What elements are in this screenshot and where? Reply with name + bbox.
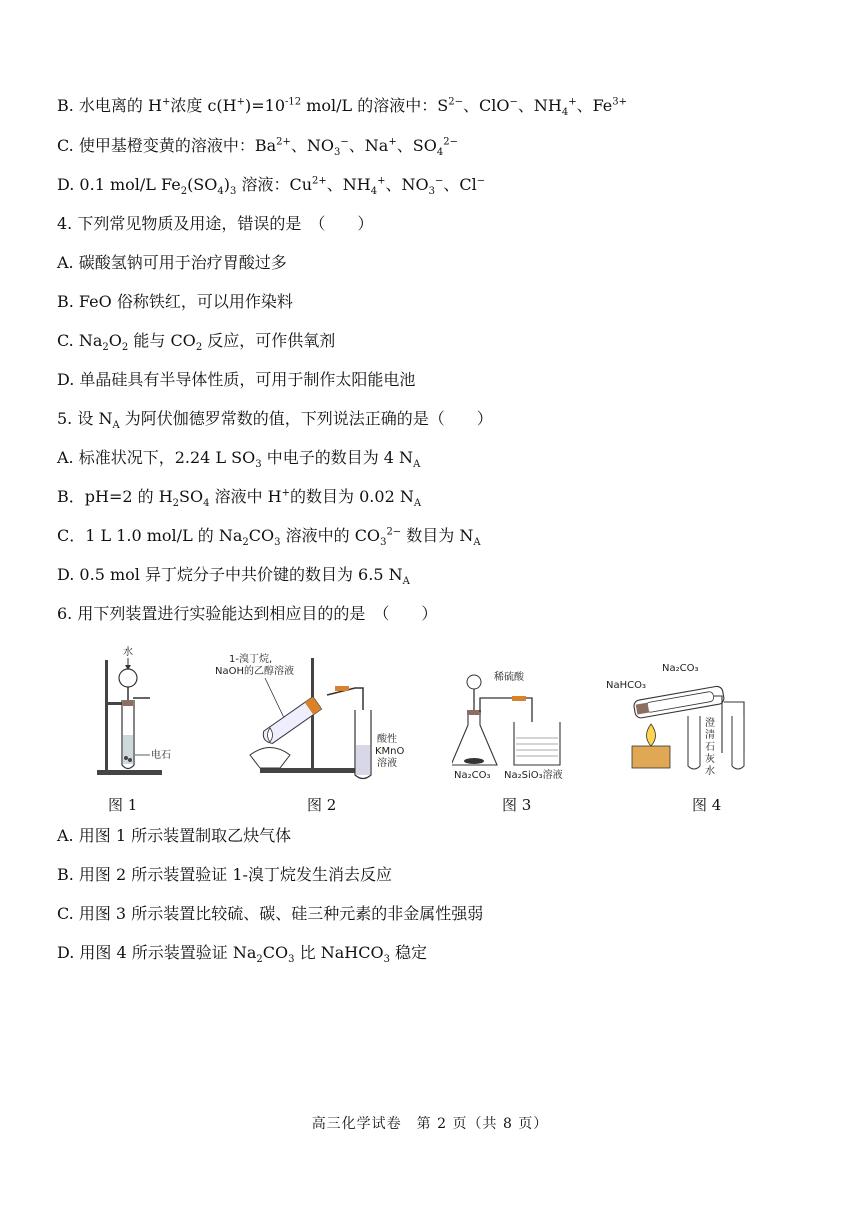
figure-3-apparatus [452, 660, 582, 785]
fig4-lime-1: 澄 [705, 718, 715, 729]
figure-3-label: 图 3 [502, 796, 532, 814]
q3-option-b: B. 水电离的 H+浓度 $c(H^+)=10^{-12}$ mol/L 的溶液中：$S^{2-}$、ClO−、$NH_4^+$、$Fe^{3+}$ [57, 96, 628, 119]
q6-figures [0, 640, 860, 820]
q3-option-d: D. 0.1 mol/L $Fe_2(SO_4)_3$ 溶液：$Cu^{2+}$、$NH_4^+$、$NO_3^-$、Cl− [57, 175, 486, 198]
fig4-lime-2: 清 [705, 730, 715, 741]
q5-option-b: B．pH=2 的 $H_2SO_4$ 溶液中 H+的数目为 0.02 $N_A$ [57, 487, 422, 510]
q5-stem: 5. 设 $N_A$ 为阿伏伽德罗常数的值，下列说法正确的是（ ） [57, 409, 493, 432]
figure-2-apparatus [215, 650, 415, 785]
fig2-acid: 酸性 [377, 734, 397, 745]
fig4-nahco3: NaHCO₃ [606, 680, 646, 691]
q6-stem: 6. 用下列装置进行实验能达到相应目的的是 （ ） [57, 604, 438, 623]
page-footer: 高三化学试卷 第 2 页（共 8 页） [311, 1116, 549, 1132]
q4-option-c: C. $Na_2O_2$ 能与 $CO_2$ 反应，可作供氧剂 [57, 331, 336, 354]
fig2-reagent2: NaOH的乙醇溶液 [215, 666, 294, 677]
fig3-na2sio3: Na₂SiO₃溶液 [504, 770, 563, 781]
q4-option-d: D. 单晶硅具有半导体性质，可用于制作太阳能电池 [57, 370, 416, 389]
q4-option-b: B. FeO 俗称铁红，可以用作染料 [57, 292, 293, 311]
figure-2 [215, 650, 415, 814]
fig4-na2co3: Na₂CO₃ [662, 663, 699, 674]
figure-1-apparatus [95, 640, 175, 785]
fig4-lime-5: 水 [705, 766, 715, 777]
figure-4-label: 图 4 [692, 796, 722, 814]
figure-4-apparatus [604, 658, 754, 778]
q6-option-c: C. 用图 3 所示装置比较硫、碳、硅三种元素的非金属性强弱 [57, 904, 484, 923]
q4-stem: 4. 下列常见物质及用途，错误的是 （ ） [57, 214, 374, 233]
figure-4 [604, 658, 754, 814]
figure-1 [95, 640, 175, 814]
fig2-sol: 溶液 [377, 758, 397, 769]
q5-option-c: C．1 L 1.0 mol/L 的 $Na_2CO_3$ 溶液中的 $CO_3^{2-}$ 数目为 $N_A$ [57, 526, 481, 549]
q5-option-a: A. 标准状况下，2.24 L $SO_3$ 中电子的数目为 4 $N_A$ [57, 448, 421, 471]
fig3-na2co3: Na₂CO₃ [454, 770, 491, 781]
q6-option-b: B. 用图 2 所示装置验证 1-溴丁烷发生消去反应 [57, 865, 392, 884]
figure-3 [452, 660, 582, 814]
fig4-lime-4: 灰 [705, 754, 715, 765]
figure-2-label: 图 2 [307, 796, 337, 814]
q6-option-a: A. 用图 1 所示装置制取乙炔气体 [57, 826, 292, 845]
fig2-kmno4: KMnO [375, 746, 405, 757]
fig1-water-label: 水 [123, 647, 133, 658]
q6-option-d: D. 用图 4 所示装置验证 $Na_2CO_3$ 比 NaHCO$_3$ 稳定 [57, 943, 428, 966]
fig4-lime-3: 石 [705, 742, 715, 753]
q5-option-d: D. 0.5 mol 异丁烷分子中共价键的数目为 6.5 $N_A$ [57, 565, 410, 588]
q4-option-a: A. 碳酸氢钠可用于治疗胃酸过多 [57, 253, 287, 272]
figure-1-label: 图 1 [108, 796, 138, 814]
fig2-reagent1: 1-溴丁烷, [229, 654, 273, 665]
fig3-acid: 稀硫酸 [494, 672, 524, 683]
fig1-stone-label: 电石 [151, 750, 171, 761]
q3-option-c: C. 使甲基橙变黄的溶液中：$Ba^{2+}$、$NO_3^-$、Na+、$SO_4^{2-}$ [57, 136, 458, 159]
